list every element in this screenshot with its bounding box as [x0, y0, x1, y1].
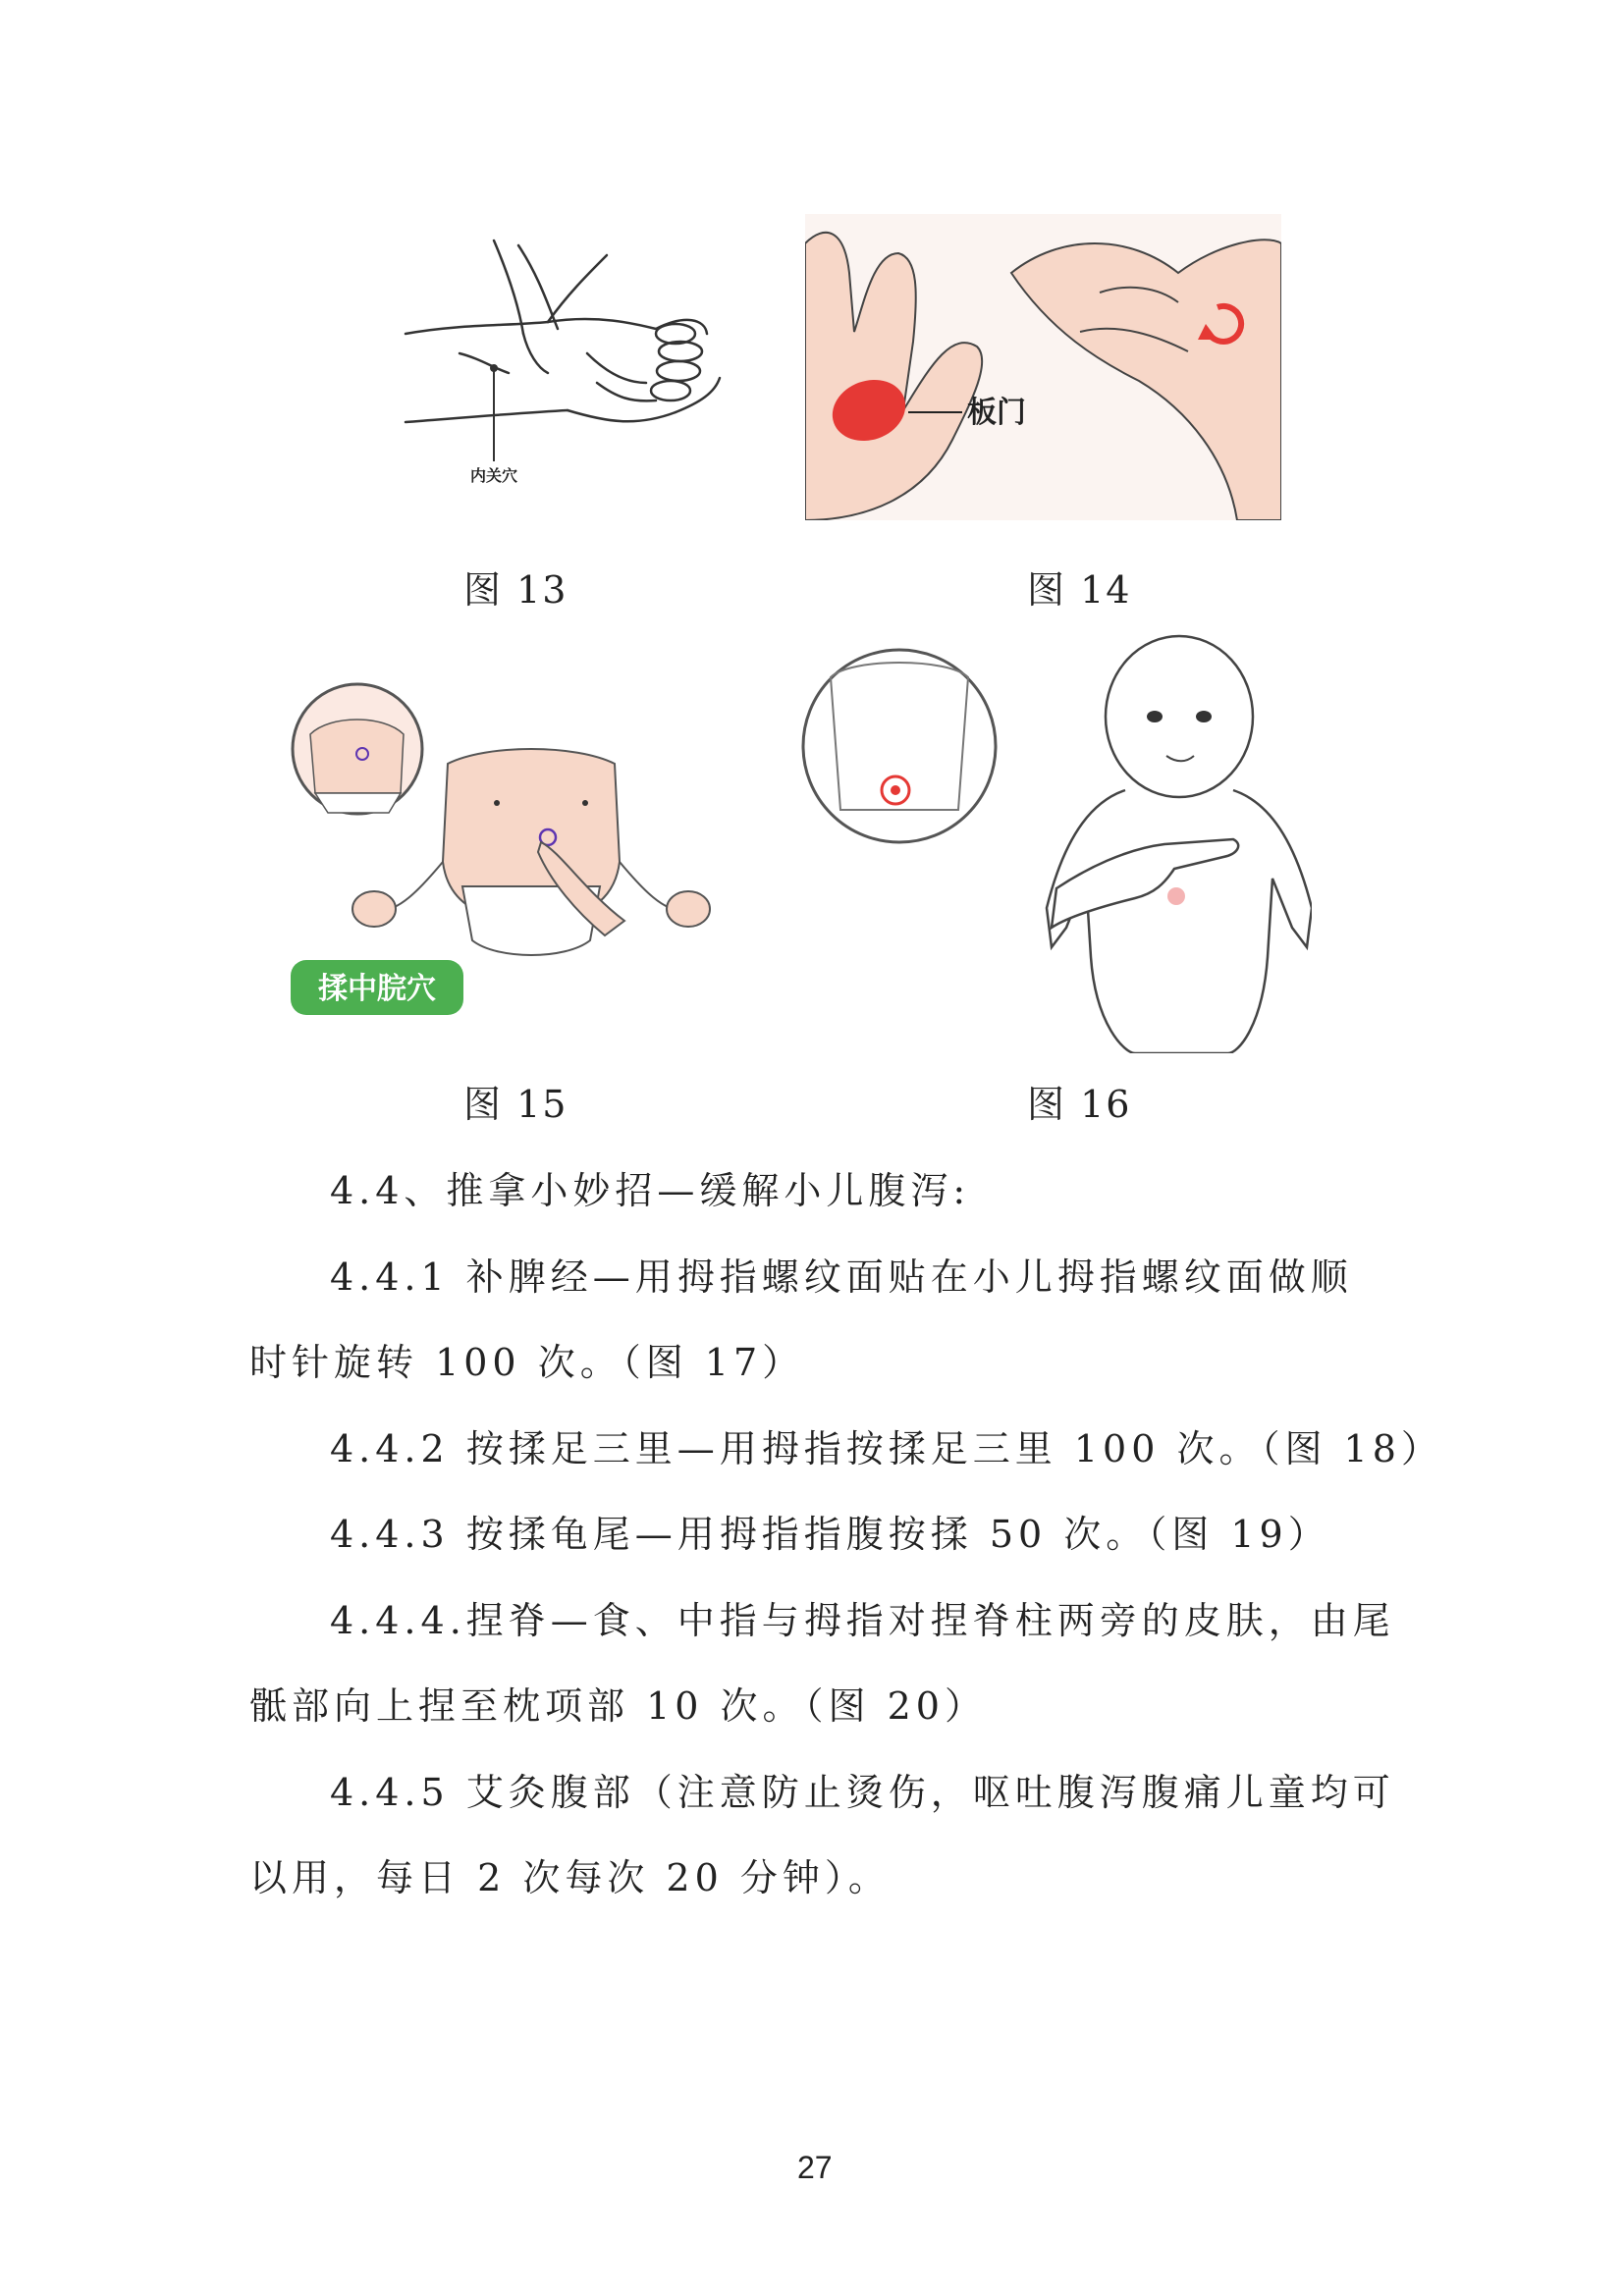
figure-16-standing-baby-illustration — [801, 633, 1312, 1053]
item-4-4-3: 4.4.3 按揉龟尾—用拇指指腹按揉 50 次。（图 19） — [330, 1513, 1330, 1556]
item-4-4-4-line2: 骶部向上捏至枕项部 10 次。（图 20） — [249, 1684, 987, 1728]
neiguan-label: 内关穴 — [469, 466, 518, 485]
palm-drawing — [805, 214, 1281, 520]
figure-15-caption: 图 15 — [463, 1083, 568, 1126]
wrist-drawing — [401, 236, 734, 491]
item-4-4-1-line2: 时针旋转 100 次。（图 17） — [249, 1341, 805, 1384]
item-4-4-2: 4.4.2 按揉足三里—用拇指按揉足三里 100 次。（图 18） — [330, 1427, 1443, 1470]
item-4-4-5-line1: 4.4.5 艾灸腹部（注意防止烫伤，呕吐腹泻腹痛儿童均可 — [330, 1771, 1395, 1814]
figure-13-caption: 图 13 — [463, 568, 568, 612]
item-4-4-1-line1: 4.4.1 补脾经—用拇指螺纹面贴在小儿拇指螺纹面做顺 — [330, 1255, 1353, 1299]
page-number: 27 — [797, 2150, 833, 2185]
standing-baby-drawing — [801, 633, 1312, 1053]
figure-16-caption: 图 16 — [1027, 1083, 1132, 1126]
figure-13-wrist-illustration — [401, 236, 734, 491]
zhongwan-badge-label: 揉中脘穴 — [318, 972, 436, 1006]
figure-14-palm-illustration — [805, 214, 1281, 520]
figure-14-caption: 图 14 — [1027, 568, 1132, 612]
belly-massage-drawing — [291, 675, 732, 1029]
item-4-4-4-line1: 4.4.4.捏脊—食、中指与拇指对捏脊柱两旁的皮肤，由尾 — [330, 1599, 1395, 1642]
figure-15-belly-massage-illustration — [291, 675, 732, 1029]
item-4-4-5-line2: 以用，每日 2 次每次 20 分钟）。 — [249, 1856, 891, 1899]
banmen-label: 板门 — [967, 396, 1026, 430]
section-heading: 4.4、推拿小妙招—缓解小儿腹泻: — [330, 1169, 971, 1212]
